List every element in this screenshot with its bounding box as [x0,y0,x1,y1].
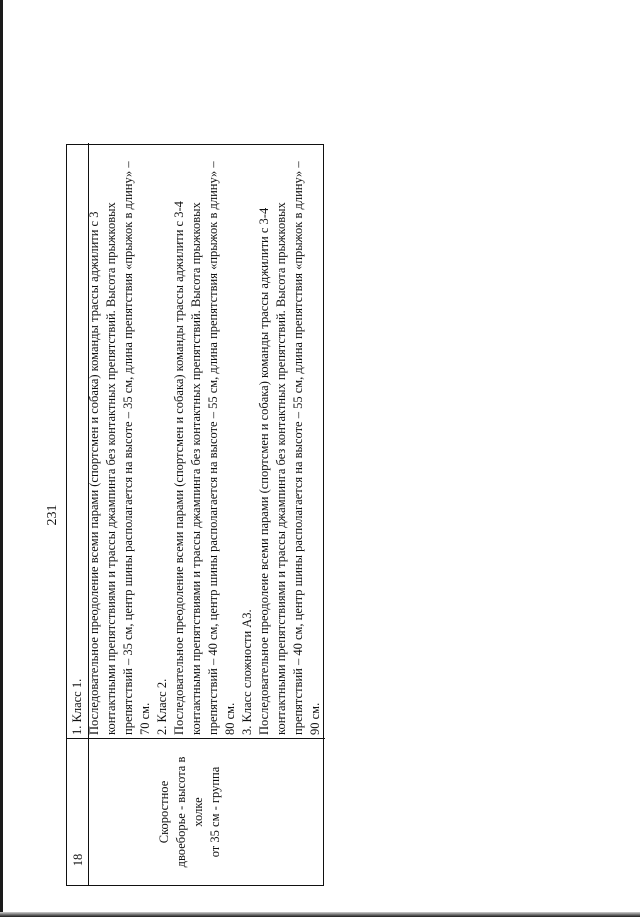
event-name-cell [156,739,236,885]
class-block [154,147,239,735]
table-row [67,143,325,885]
event-name-line: от 35 см - группа [208,766,222,858]
class-heading: 1. Класс 1. [70,678,84,735]
event-name-line: двоеборье - высота в [174,756,188,868]
class-text: Последовательное преодоление всеми парами (спортсмен и собака) команды трассы аджилити с 3-4 контактными препятствиями и трассы джампинга без контактных препятствий. Высота прыжковых препятствий – 40 см, центр шины располагается на высоте – 55 см, длина препятствия «прыжок в длину» – 80 см. [172,161,237,735]
scan-left-edge [0,0,3,917]
class-block [69,147,154,735]
event-name-line: Скоростное [157,780,171,844]
page-number: 231 [45,504,60,526]
class-block [239,147,324,735]
competition-table [66,144,324,886]
blank-cell [89,739,156,885]
class-heading: 2. Класс 2. [155,678,169,735]
rotated-page [45,144,324,886]
scan-bottom-edge [0,912,640,917]
row-number: 18 [70,853,85,867]
description-cell [69,147,323,735]
class-heading: 3. Класс сложности А3. [240,609,254,735]
class-text: Последовательное преодолеие всеми парами (спортсмен и собака) команды трассы аджилити с 3-4 контактными препятствиями и трассы джампинга без контактных препятствий. Высота прыжковых препятствий – 40 см, центр шины располагается на высоте – 55 см, длина препятствия «прыжок в длину» – 90 см. [257,161,322,735]
class-text: Последовательное преодоление всеми парами (спортсмен и собака) команды трассы аджилити с 3 контактными препятствиями и трассы джампинга без контактных препятствий. Высота прыжковых препятствий – 35 см, центр шины располагается на высоте – 35 см, длина препятствия «прыжок в длину» – 70 см. [87,161,152,735]
event-name-line: холке [191,797,205,827]
